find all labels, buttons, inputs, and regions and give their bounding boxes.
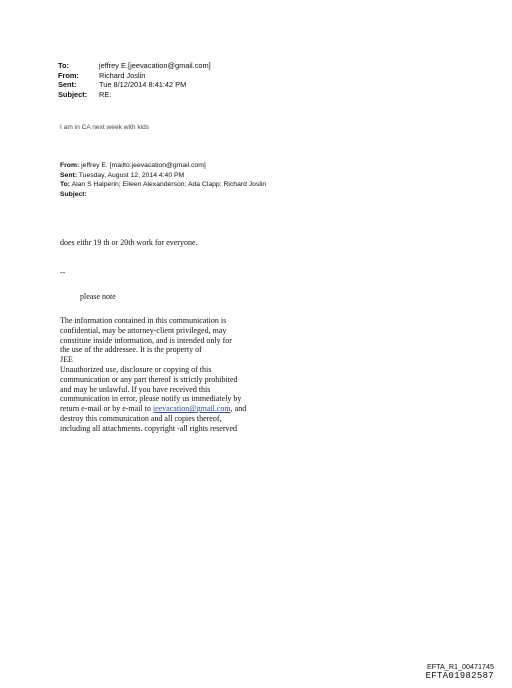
message-body: does eithr 19 th or 20th work for everyone. [60, 238, 198, 247]
quoted-sent-value: Tuesday, August 12, 2014 4:40 PM [78, 171, 185, 179]
disclaimer-line: destroy this communication and all copies thereof, [60, 413, 222, 423]
quoted-sent-label: Sent: [60, 171, 77, 179]
header-from-row [58, 71, 211, 81]
header-sent-row [58, 80, 211, 90]
disclaimer-line: JEE [60, 355, 73, 365]
reply-text: I am in CA next week with kids [60, 124, 150, 131]
email-link[interactable]: jeevacation@gmail.com [152, 404, 231, 414]
disclaimer-line-suffix: , and [230, 404, 247, 414]
signature-separator: -- [60, 268, 66, 277]
disclaimer-line-with-link [60, 404, 246, 414]
bates-number: EFTA01982587 [425, 671, 494, 681]
sent-label: Sent: [58, 80, 77, 90]
header-subject-row [58, 90, 211, 100]
from-label: From: [58, 70, 79, 80]
disclaimer-line: The information contained in this communication is [60, 316, 227, 325]
quoted-from-row [60, 161, 266, 171]
quoted-header [60, 161, 266, 199]
disclaimer-line: communication or any part thereof is strictly prohibited [60, 374, 238, 384]
please-note: please note [80, 292, 116, 301]
quoted-subject-label: Subject: [60, 190, 87, 198]
disclaimer-line: and may be unlawful. If you have received this [60, 384, 211, 394]
disclaimer-line: including all attachments. copyright -all rights reserved [60, 423, 238, 433]
subject-label: Subject: [58, 89, 88, 99]
disclaimer-line: communication in error, please notify us immediately by [60, 394, 242, 404]
disclaimer-line: the use of the addressee. It is the property of [60, 345, 202, 355]
confidentiality-disclaimer [60, 316, 246, 434]
from-value: Richard Joslin [99, 70, 146, 80]
document-id-label: EFTA_R1_00471745 [427, 662, 494, 671]
quoted-from-label: From: [60, 162, 80, 169]
email-header [58, 61, 211, 99]
quoted-to-value: Alan S Halperin; Eileen Alexanderson; Ada Clapp; Richard Joslin [71, 181, 267, 189]
to-label: To: [58, 61, 69, 70]
quoted-subject-row [60, 190, 266, 200]
disclaimer-line: Unauthorized use, disclosure or copying of this [60, 364, 212, 374]
to-value: jeffrey E.[jeevacation@gmail.com] [99, 61, 211, 70]
quoted-to-label: To: [60, 181, 71, 189]
quoted-from-value: jeffrey E. [mailto:jeevacation@gmail.com] [81, 162, 206, 169]
quoted-to-row [60, 180, 266, 190]
subject-value: RE: [99, 89, 112, 99]
disclaimer-line: constitute inside information, and is intended only for [60, 335, 232, 345]
header-to-row [58, 61, 211, 71]
disclaimer-line: confidential, may be attorney-client privileged, may [60, 325, 227, 335]
quoted-sent-row [60, 171, 266, 181]
sent-value: Tue 8/12/2014 8:41:42 PM [99, 80, 187, 90]
disclaimer-line-prefix: return e-mail or by e-mail to [60, 404, 153, 414]
